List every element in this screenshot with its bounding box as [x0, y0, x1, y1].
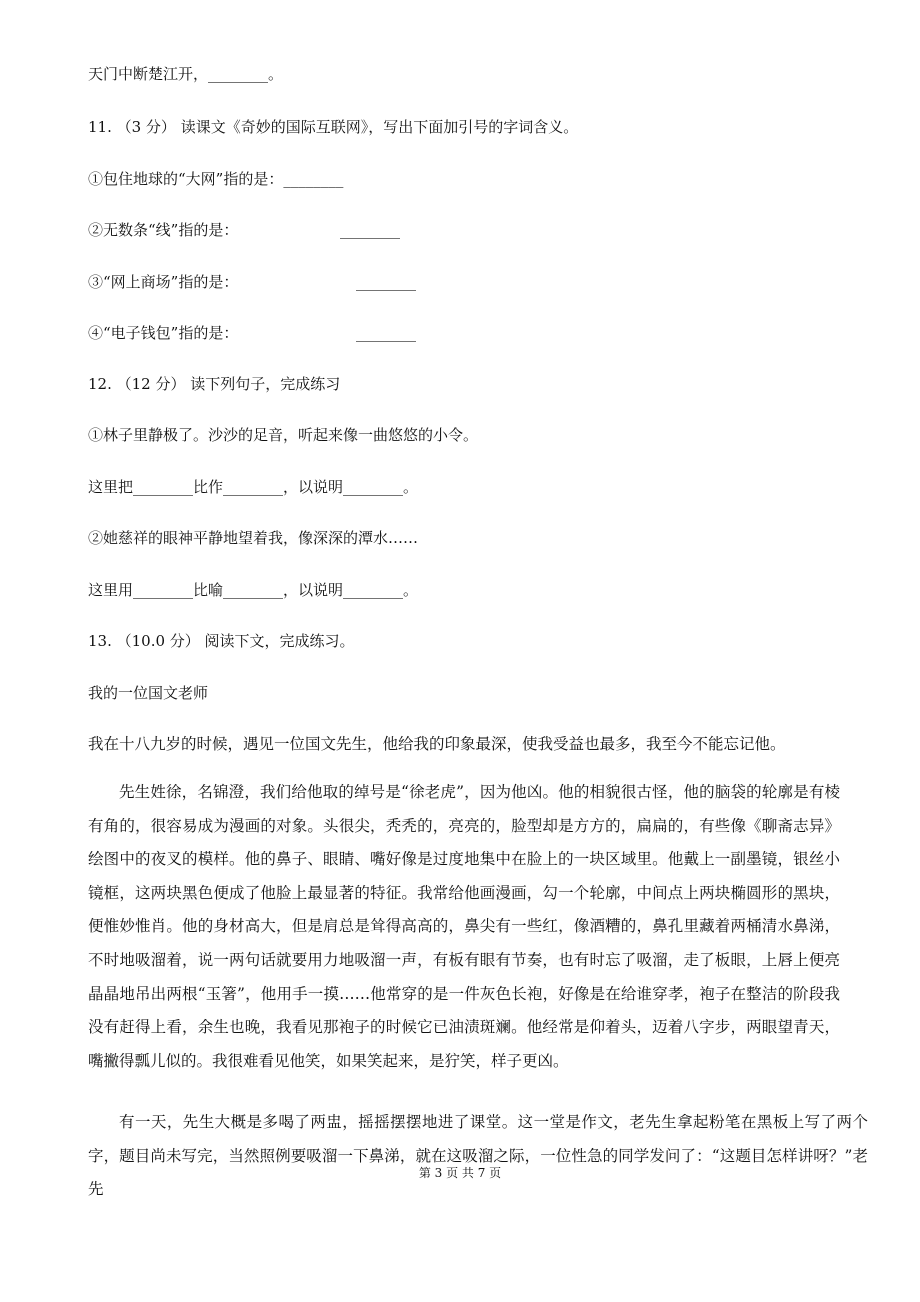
question-11-item-3-label: ③“网上商场”指的是： — [88, 273, 239, 291]
question-11-heading: 11. （3 分） 读课文《奇妙的国际互联网》，写出下面加引号的字词含义。 — [88, 118, 579, 136]
poem-line: 天门中断楚江开，________。 — [88, 65, 284, 83]
question-12-answer-1: 这里把________比作________，以说明________。 — [88, 478, 419, 496]
question-13-heading: 13. （10.0 分） 阅读下文，完成练习。 — [88, 632, 355, 650]
question-11-item-2-label: ②无数条“线”指的是： — [88, 221, 239, 239]
article-paragraph-2: 先生姓徐，名锦澄，我们给他取的绰号是“徐老虎”，因为他凶。他的相貌很古怪，他的脑袋的轮廓是有棱有角的，很容易成为漫画的对象。头很尖，秃秃的，亮亮的，脸型却是方方的，扁扁的，有些像《聊斋志异》绘图中的夜叉的模样。他的鼻子、眼睛、嘴好像是过度地集中在脸上的一块区域里。他戴上一副墨镜，银丝小镜框，这两块黑色便成了他脸上最显著的特征。我常给他画漫画，勾一个轮廓，中间点上两块椭圆形的黑块，便惟妙惟肖。他的身材高大，但是肩总是耸得高高的，鼻尖有一些红，像酒糟的，鼻孔里藏着两桶清水鼻涕，不时地吸溜着，说一两句话就要用力地吸溜一声，有板有眼有节奏，也有时忘了吸溜，走了板眼，上唇上便亮晶晶地吊出两根“玉箸”，他用手一摸……他常穿的是一件灰色长袍，好像是在给谁穿孝，袍子在整洁的阶段我没有赶得上看，余生也晚，我看见那袍子的时候它已油渍斑斓。他经常是仰着头，迈着八字步，两眼望青天，嘴撇得瓢儿似的。我很难看见他笑，如果笑起来，是狞笑，样子更凶。 — [88, 783, 840, 1070]
question-11-item-2-blank[interactable]: ________ — [340, 221, 400, 239]
question-12-sentence-1: ①林子里静极了。沙沙的足音，听起来像一曲悠悠的小令。 — [88, 426, 479, 444]
question-12-answer-2: 这里用________比喻________，以说明________。 — [88, 581, 419, 599]
article-paragraph-3: 有一天，先生大概是多喝了两盅，摇摇摆摆地进了课堂。这一堂是作文，老先生拿起粉笔在黑板上写了两个字，题目尚未写完，当然照例要吸溜一下鼻涕，就在这吸溜之际，一位性急的同学发问了：“这题目怎样讲呀？”老先 — [88, 1113, 868, 1199]
question-11-item-4-label: ④“电子钱包”指的是： — [88, 324, 239, 342]
question-11-item-3-blank[interactable]: ________ — [356, 273, 416, 291]
question-11-item-4-blank[interactable]: ________ — [356, 324, 416, 342]
article-title: 我的一位国文老师 — [88, 684, 209, 702]
question-12-sentence-2: ②她慈祥的眼神平静地望着我，像深深的潭水…… — [88, 529, 419, 547]
article-paragraph-1: 我在十八九岁的时候，遇见一位国文先生，他给我的印象最深，使我受益也最多，我至今不能忘记他。 — [88, 735, 786, 753]
question-12-heading: 12. （12 分） 读下列句子，完成练习 — [88, 375, 341, 393]
question-11-item-1: ①包住地球的“大网”指的是：________ — [88, 170, 344, 188]
page-footer: 第 3 页 共 7 页 — [418, 1166, 502, 1180]
